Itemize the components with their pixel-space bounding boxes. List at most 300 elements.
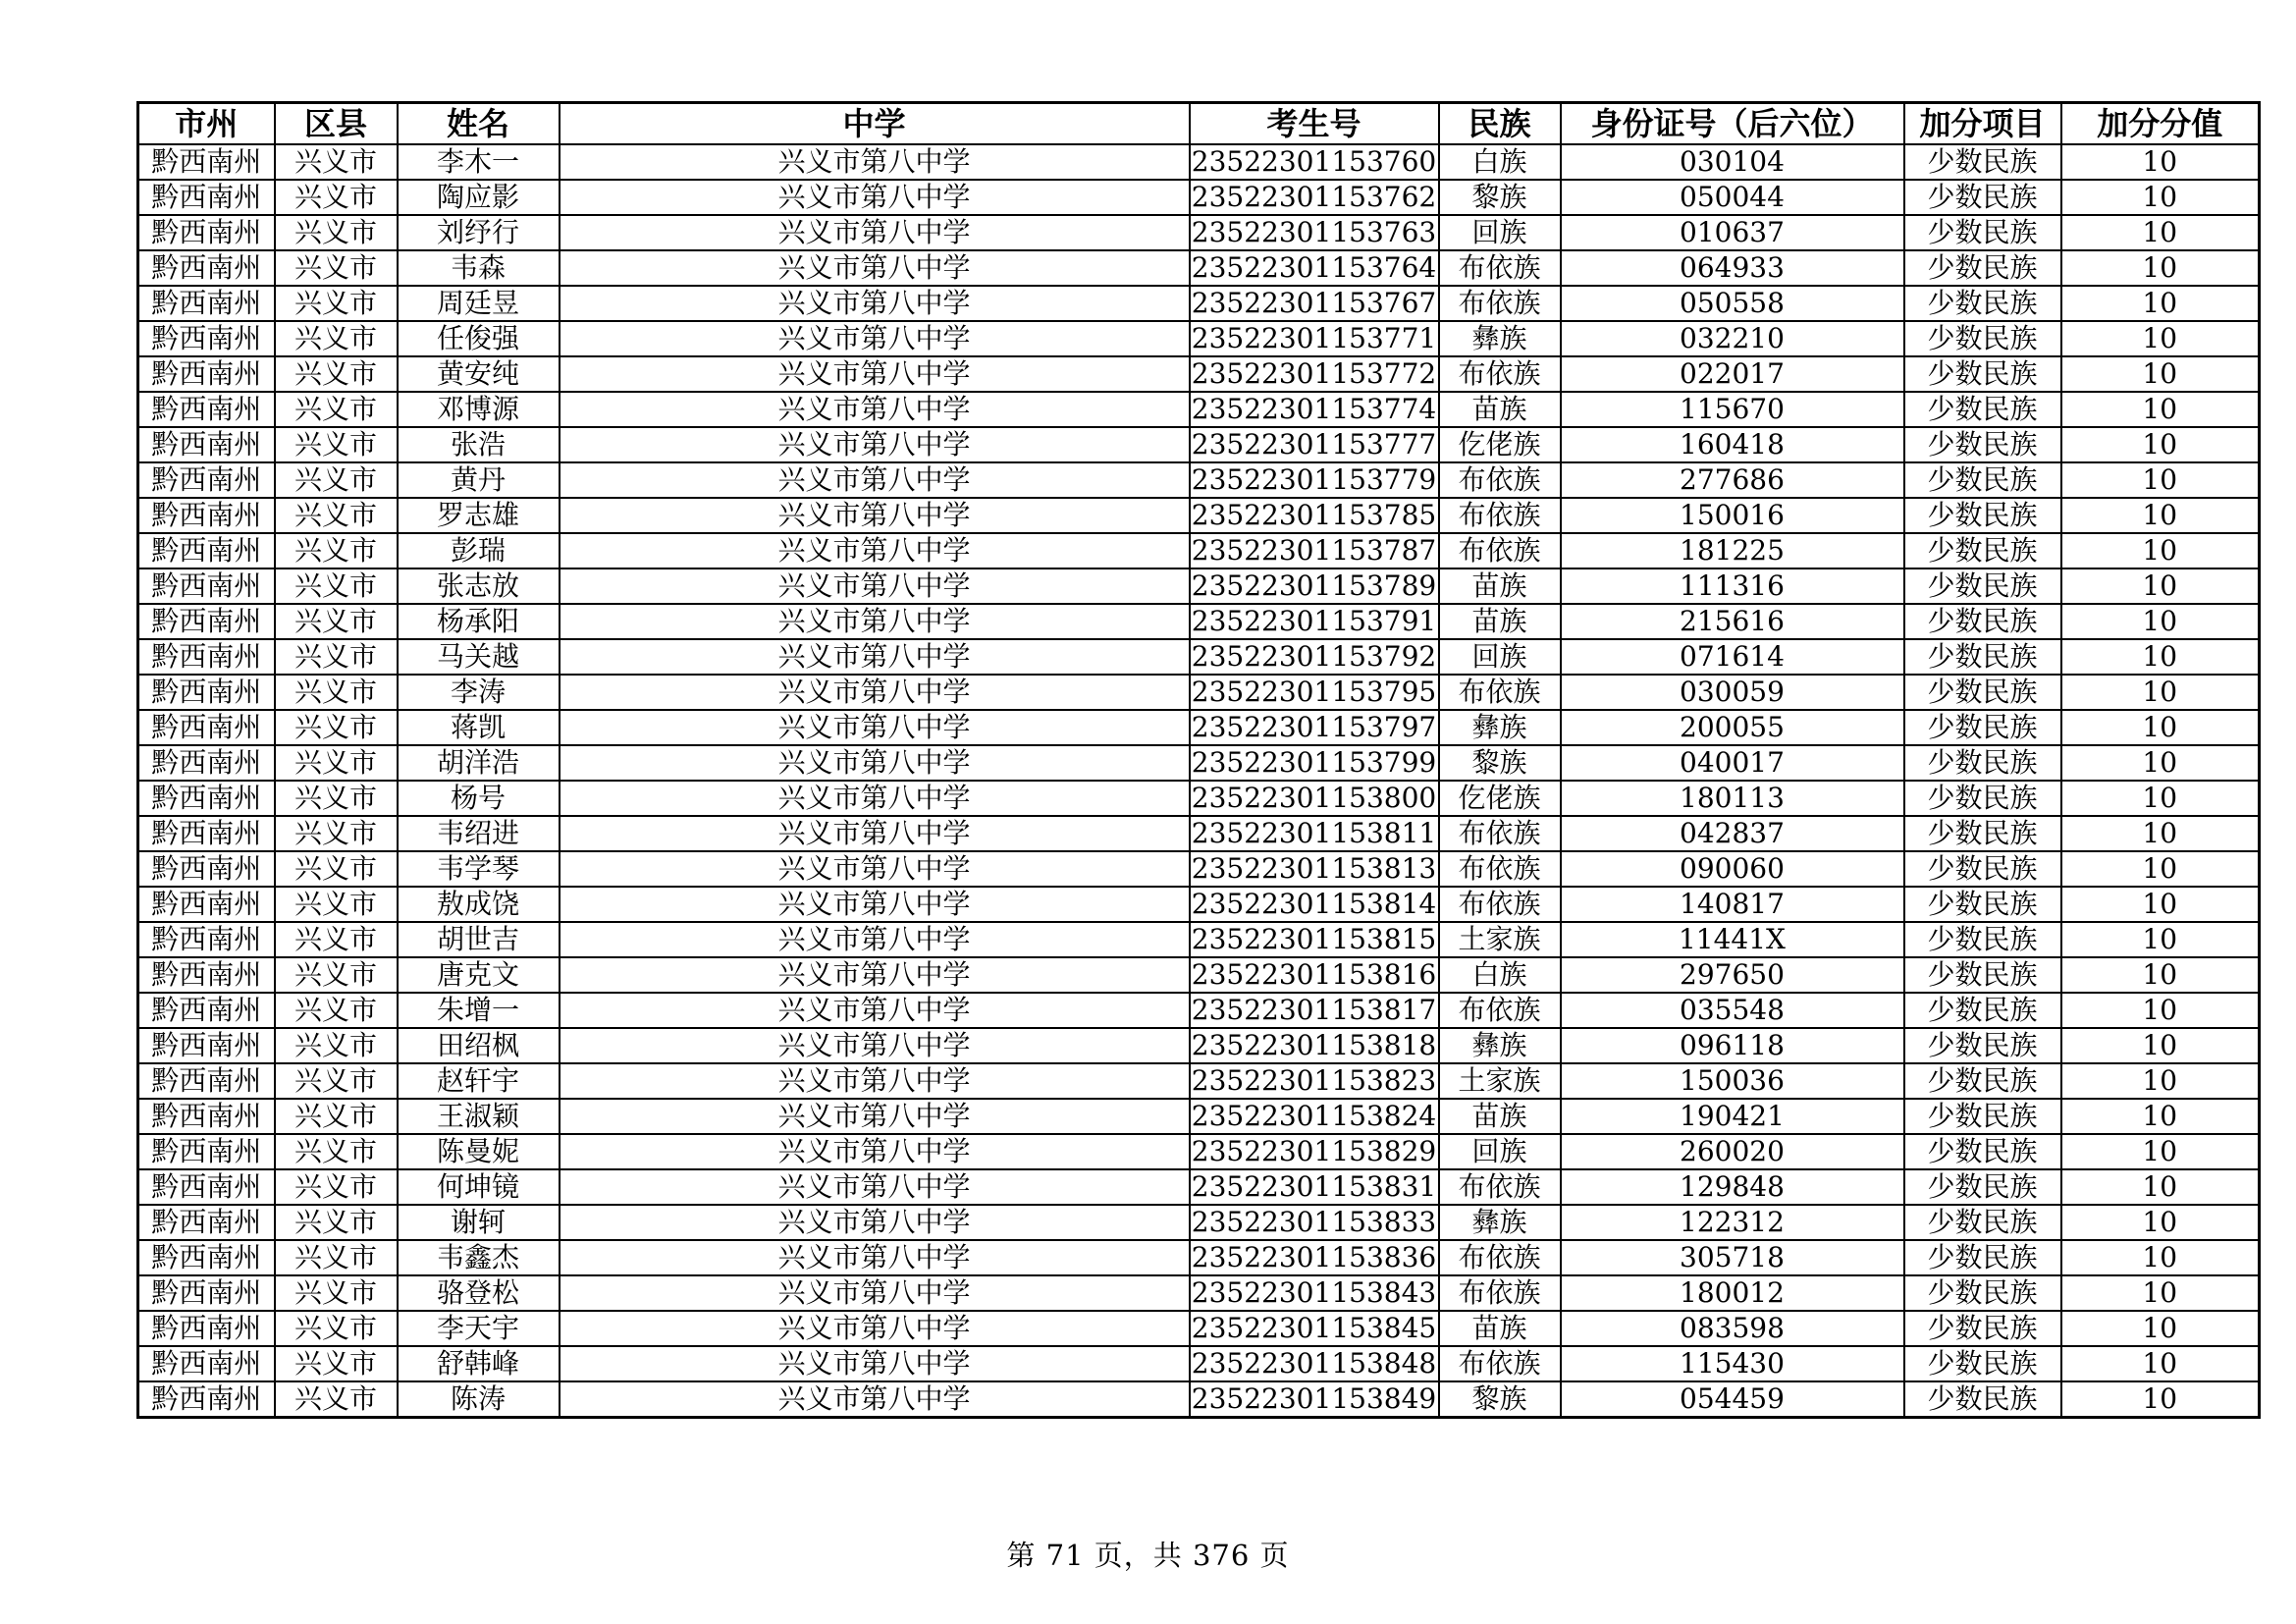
city-cell: 黔西南州 — [138, 1275, 275, 1311]
district-cell: 兴义市 — [275, 1169, 398, 1205]
id-suffix-cell: 035548 — [1561, 993, 1904, 1028]
bonus-item-cell: 少数民族 — [1904, 675, 2061, 710]
city-cell: 黔西南州 — [138, 887, 275, 922]
bonus-item-cell: 少数民族 — [1904, 604, 2061, 639]
table-row — [138, 1205, 2260, 1240]
bonus-item-cell: 少数民族 — [1904, 887, 2061, 922]
city-cell: 黔西南州 — [138, 922, 275, 957]
exam-id-cell: 23522301153823 — [1190, 1063, 1439, 1099]
name-cell: 何坤镜 — [398, 1169, 560, 1205]
id-suffix-cell: 215616 — [1561, 604, 1904, 639]
bonus-points-cell: 10 — [2061, 215, 2260, 250]
ethnicity-cell: 苗族 — [1439, 392, 1561, 427]
exam-id-cell: 23522301153795 — [1190, 675, 1439, 710]
table-row — [138, 957, 2260, 993]
city-cell: 黔西南州 — [138, 1240, 275, 1275]
ethnicity-cell: 苗族 — [1439, 1311, 1561, 1346]
bonus-item-cell: 少数民族 — [1904, 144, 2061, 180]
bonus-item-cell: 少数民族 — [1904, 1169, 2061, 1205]
ethnicity-cell: 彝族 — [1439, 1205, 1561, 1240]
district-cell: 兴义市 — [275, 1099, 398, 1134]
exam-id-cell: 23522301153792 — [1190, 639, 1439, 675]
header-exam-id-column: 考生号 — [1190, 103, 1439, 145]
district-cell: 兴义市 — [275, 922, 398, 957]
id-suffix-cell: 150036 — [1561, 1063, 1904, 1099]
bonus-item-cell: 少数民族 — [1904, 781, 2061, 816]
header-ethnicity-column: 民族 — [1439, 103, 1561, 145]
exam-id-cell: 23522301153772 — [1190, 356, 1439, 392]
school-cell: 兴义市第八中学 — [560, 427, 1190, 462]
id-suffix-cell: 277686 — [1561, 462, 1904, 498]
name-cell: 陈涛 — [398, 1381, 560, 1418]
bonus-points-cell: 10 — [2061, 710, 2260, 745]
ethnicity-cell: 彝族 — [1439, 710, 1561, 745]
id-suffix-cell: 071614 — [1561, 639, 1904, 675]
bonus-points-cell: 10 — [2061, 1099, 2260, 1134]
school-cell: 兴义市第八中学 — [560, 604, 1190, 639]
ethnicity-cell: 布依族 — [1439, 816, 1561, 851]
city-cell: 黔西南州 — [138, 710, 275, 745]
bonus-item-cell: 少数民族 — [1904, 462, 2061, 498]
city-cell: 黔西南州 — [138, 1346, 275, 1381]
school-cell: 兴义市第八中学 — [560, 781, 1190, 816]
ethnicity-cell: 白族 — [1439, 144, 1561, 180]
bonus-points-cell: 10 — [2061, 533, 2260, 568]
school-cell: 兴义市第八中学 — [560, 1275, 1190, 1311]
city-cell: 黔西南州 — [138, 498, 275, 533]
city-cell: 黔西南州 — [138, 568, 275, 604]
school-cell: 兴义市第八中学 — [560, 1099, 1190, 1134]
exam-id-cell: 23522301153848 — [1190, 1346, 1439, 1381]
table-row — [138, 144, 2260, 180]
bonus-points-cell: 10 — [2061, 1134, 2260, 1169]
district-cell: 兴义市 — [275, 427, 398, 462]
name-cell: 周廷昱 — [398, 286, 560, 321]
ethnicity-cell: 彝族 — [1439, 1028, 1561, 1063]
id-suffix-cell: 042837 — [1561, 816, 1904, 851]
exam-id-cell: 23522301153789 — [1190, 568, 1439, 604]
exam-id-cell: 23522301153799 — [1190, 745, 1439, 781]
exam-id-cell: 23522301153849 — [1190, 1381, 1439, 1418]
name-cell: 胡洋浩 — [398, 745, 560, 781]
exam-id-cell: 23522301153800 — [1190, 781, 1439, 816]
id-suffix-cell: 030059 — [1561, 675, 1904, 710]
table-row — [138, 781, 2260, 816]
table-row — [138, 1381, 2260, 1418]
district-cell: 兴义市 — [275, 887, 398, 922]
bonus-points-cell: 10 — [2061, 1275, 2260, 1311]
header-city-column: 市州 — [138, 103, 275, 145]
table-row — [138, 392, 2260, 427]
ethnicity-cell: 布依族 — [1439, 887, 1561, 922]
name-cell: 胡世吉 — [398, 922, 560, 957]
name-cell: 韦鑫杰 — [398, 1240, 560, 1275]
bonus-points-cell: 10 — [2061, 321, 2260, 356]
id-suffix-cell: 054459 — [1561, 1381, 1904, 1418]
district-cell: 兴义市 — [275, 781, 398, 816]
school-cell: 兴义市第八中学 — [560, 462, 1190, 498]
city-cell: 黔西南州 — [138, 781, 275, 816]
city-cell: 黔西南州 — [138, 250, 275, 286]
exam-id-cell: 23522301153779 — [1190, 462, 1439, 498]
city-cell: 黔西南州 — [138, 1028, 275, 1063]
bonus-item-cell: 少数民族 — [1904, 1346, 2061, 1381]
exam-id-cell: 23522301153833 — [1190, 1205, 1439, 1240]
bonus-item-cell: 少数民族 — [1904, 1311, 2061, 1346]
bonus-item-cell: 少数民族 — [1904, 1063, 2061, 1099]
city-cell: 黔西南州 — [138, 1205, 275, 1240]
id-suffix-cell: 11441X — [1561, 922, 1904, 957]
id-suffix-cell: 200055 — [1561, 710, 1904, 745]
school-cell: 兴义市第八中学 — [560, 922, 1190, 957]
bonus-item-cell: 少数民族 — [1904, 1240, 2061, 1275]
id-suffix-cell: 260020 — [1561, 1134, 1904, 1169]
bonus-points-cell: 10 — [2061, 1381, 2260, 1418]
name-cell: 陶应影 — [398, 180, 560, 215]
city-cell: 黔西南州 — [138, 851, 275, 887]
name-cell: 韦学琴 — [398, 851, 560, 887]
district-cell: 兴义市 — [275, 356, 398, 392]
city-cell: 黔西南州 — [138, 427, 275, 462]
bonus-points-cell: 10 — [2061, 745, 2260, 781]
school-cell: 兴义市第八中学 — [560, 144, 1190, 180]
name-cell: 谢轲 — [398, 1205, 560, 1240]
bonus-item-cell: 少数民族 — [1904, 816, 2061, 851]
table-body — [138, 144, 2260, 1418]
name-cell: 黄安纯 — [398, 356, 560, 392]
ethnicity-cell: 布依族 — [1439, 851, 1561, 887]
city-cell: 黔西南州 — [138, 1063, 275, 1099]
city-cell: 黔西南州 — [138, 639, 275, 675]
exam-id-cell: 23522301153811 — [1190, 816, 1439, 851]
id-suffix-cell: 129848 — [1561, 1169, 1904, 1205]
exam-id-cell: 23522301153813 — [1190, 851, 1439, 887]
exam-id-cell: 23522301153767 — [1190, 286, 1439, 321]
district-cell: 兴义市 — [275, 250, 398, 286]
exam-id-cell: 23522301153836 — [1190, 1240, 1439, 1275]
bonus-points-cell: 10 — [2061, 1346, 2260, 1381]
name-cell: 陈曼妮 — [398, 1134, 560, 1169]
ethnicity-cell: 黎族 — [1439, 745, 1561, 781]
exam-id-cell: 23522301153816 — [1190, 957, 1439, 993]
id-suffix-cell: 160418 — [1561, 427, 1904, 462]
table-row — [138, 887, 2260, 922]
id-suffix-cell: 040017 — [1561, 745, 1904, 781]
table-row — [138, 675, 2260, 710]
bonus-item-cell: 少数民族 — [1904, 922, 2061, 957]
city-cell: 黔西南州 — [138, 392, 275, 427]
district-cell: 兴义市 — [275, 1381, 398, 1418]
school-cell: 兴义市第八中学 — [560, 675, 1190, 710]
ethnicity-cell: 苗族 — [1439, 1099, 1561, 1134]
table-row — [138, 180, 2260, 215]
exam-id-cell: 23522301153791 — [1190, 604, 1439, 639]
id-suffix-cell: 050558 — [1561, 286, 1904, 321]
page-number: 第 71 页，共 376 页 — [1006, 1539, 1290, 1572]
table-row — [138, 639, 2260, 675]
bonus-item-cell: 少数民族 — [1904, 498, 2061, 533]
ethnicity-cell: 布依族 — [1439, 250, 1561, 286]
school-cell: 兴义市第八中学 — [560, 710, 1190, 745]
bonus-points-cell: 10 — [2061, 1169, 2260, 1205]
table-row — [138, 816, 2260, 851]
ethnicity-cell: 苗族 — [1439, 568, 1561, 604]
id-suffix-cell: 115670 — [1561, 392, 1904, 427]
table-row — [138, 568, 2260, 604]
bonus-item-cell: 少数民族 — [1904, 427, 2061, 462]
ethnicity-cell: 布依族 — [1439, 286, 1561, 321]
table-row — [138, 922, 2260, 957]
name-cell: 韦绍进 — [398, 816, 560, 851]
table-row — [138, 745, 2260, 781]
bonus-item-cell: 少数民族 — [1904, 993, 2061, 1028]
table-row — [138, 498, 2260, 533]
bonus-points-cell: 10 — [2061, 816, 2260, 851]
district-cell: 兴义市 — [275, 710, 398, 745]
exam-id-cell: 23522301153843 — [1190, 1275, 1439, 1311]
district-cell: 兴义市 — [275, 144, 398, 180]
table-row — [138, 321, 2260, 356]
name-cell: 张志放 — [398, 568, 560, 604]
ethnicity-cell: 布依族 — [1439, 498, 1561, 533]
name-cell: 李涛 — [398, 675, 560, 710]
bonus-points-cell: 10 — [2061, 1240, 2260, 1275]
city-cell: 黔西南州 — [138, 1311, 275, 1346]
name-cell: 敖成饶 — [398, 887, 560, 922]
id-suffix-cell: 032210 — [1561, 321, 1904, 356]
city-cell: 黔西南州 — [138, 993, 275, 1028]
table-row — [138, 1134, 2260, 1169]
district-cell: 兴义市 — [275, 462, 398, 498]
bonus-points-cell: 10 — [2061, 356, 2260, 392]
id-suffix-cell: 181225 — [1561, 533, 1904, 568]
name-cell: 刘纾行 — [398, 215, 560, 250]
city-cell: 黔西南州 — [138, 533, 275, 568]
school-cell: 兴义市第八中学 — [560, 851, 1190, 887]
bonus-item-cell: 少数民族 — [1904, 639, 2061, 675]
exam-id-cell: 23522301153815 — [1190, 922, 1439, 957]
school-cell: 兴义市第八中学 — [560, 1240, 1190, 1275]
bonus-points-cell: 10 — [2061, 781, 2260, 816]
name-cell: 邓博源 — [398, 392, 560, 427]
bonus-points-cell: 10 — [2061, 180, 2260, 215]
city-cell: 黔西南州 — [138, 1381, 275, 1418]
city-cell: 黔西南州 — [138, 144, 275, 180]
school-cell: 兴义市第八中学 — [560, 1205, 1190, 1240]
district-cell: 兴义市 — [275, 604, 398, 639]
city-cell: 黔西南州 — [138, 180, 275, 215]
city-cell: 黔西南州 — [138, 957, 275, 993]
district-cell: 兴义市 — [275, 215, 398, 250]
bonus-points-cell: 10 — [2061, 1028, 2260, 1063]
district-cell: 兴义市 — [275, 1311, 398, 1346]
exam-id-cell: 23522301153762 — [1190, 180, 1439, 215]
exam-id-cell: 23522301153814 — [1190, 887, 1439, 922]
bonus-item-cell: 少数民族 — [1904, 321, 2061, 356]
name-cell: 任俊强 — [398, 321, 560, 356]
district-cell: 兴义市 — [275, 851, 398, 887]
city-cell: 黔西南州 — [138, 462, 275, 498]
exam-id-cell: 23522301153764 — [1190, 250, 1439, 286]
district-cell: 兴义市 — [275, 1063, 398, 1099]
exam-id-cell: 23522301153763 — [1190, 215, 1439, 250]
table-row — [138, 851, 2260, 887]
district-cell: 兴义市 — [275, 533, 398, 568]
bonus-item-cell: 少数民族 — [1904, 286, 2061, 321]
bonus-item-cell: 少数民族 — [1904, 957, 2061, 993]
ethnicity-cell: 布依族 — [1439, 1275, 1561, 1311]
district-cell: 兴义市 — [275, 1346, 398, 1381]
ethnicity-cell: 黎族 — [1439, 180, 1561, 215]
table-row — [138, 604, 2260, 639]
ethnicity-cell: 布依族 — [1439, 356, 1561, 392]
bonus-points-cell: 10 — [2061, 887, 2260, 922]
school-cell: 兴义市第八中学 — [560, 180, 1190, 215]
bonus-points-cell: 10 — [2061, 498, 2260, 533]
name-cell: 韦森 — [398, 250, 560, 286]
name-cell: 蒋凯 — [398, 710, 560, 745]
ethnicity-cell: 苗族 — [1439, 604, 1561, 639]
school-cell: 兴义市第八中学 — [560, 1134, 1190, 1169]
school-cell: 兴义市第八中学 — [560, 533, 1190, 568]
bonus-points-cell: 10 — [2061, 993, 2260, 1028]
school-cell: 兴义市第八中学 — [560, 639, 1190, 675]
id-suffix-cell: 180012 — [1561, 1275, 1904, 1311]
exam-id-cell: 23522301153831 — [1190, 1169, 1439, 1205]
table-row — [138, 1311, 2260, 1346]
table-row — [138, 462, 2260, 498]
id-suffix-cell: 096118 — [1561, 1028, 1904, 1063]
id-suffix-cell: 305718 — [1561, 1240, 1904, 1275]
id-suffix-cell: 090060 — [1561, 851, 1904, 887]
bonus-item-cell: 少数民族 — [1904, 1134, 2061, 1169]
exam-id-cell: 23522301153774 — [1190, 392, 1439, 427]
city-cell: 黔西南州 — [138, 675, 275, 710]
school-cell: 兴义市第八中学 — [560, 887, 1190, 922]
city-cell: 黔西南州 — [138, 1099, 275, 1134]
table-row — [138, 1028, 2260, 1063]
bonus-item-cell: 少数民族 — [1904, 392, 2061, 427]
district-cell: 兴义市 — [275, 180, 398, 215]
school-cell: 兴义市第八中学 — [560, 745, 1190, 781]
school-cell: 兴义市第八中学 — [560, 568, 1190, 604]
bonus-item-cell: 少数民族 — [1904, 710, 2061, 745]
school-cell: 兴义市第八中学 — [560, 498, 1190, 533]
table-row — [138, 1169, 2260, 1205]
table-header — [138, 103, 2260, 145]
bonus-points-cell: 10 — [2061, 604, 2260, 639]
id-suffix-cell: 064933 — [1561, 250, 1904, 286]
school-cell: 兴义市第八中学 — [560, 993, 1190, 1028]
district-cell: 兴义市 — [275, 568, 398, 604]
exam-id-cell: 23522301153818 — [1190, 1028, 1439, 1063]
name-cell: 唐克文 — [398, 957, 560, 993]
id-suffix-cell: 140817 — [1561, 887, 1904, 922]
name-cell: 田绍枫 — [398, 1028, 560, 1063]
name-cell: 李天宇 — [398, 1311, 560, 1346]
bonus-points-cell: 10 — [2061, 1205, 2260, 1240]
bonus-points-cell: 10 — [2061, 1311, 2260, 1346]
bonus-points-cell: 10 — [2061, 1063, 2260, 1099]
id-suffix-cell: 190421 — [1561, 1099, 1904, 1134]
bonus-points-cell: 10 — [2061, 392, 2260, 427]
city-cell: 黔西南州 — [138, 816, 275, 851]
exam-id-cell: 23522301153760 — [1190, 144, 1439, 180]
header-id-suffix-column: 身份证号（后六位） — [1561, 103, 1904, 145]
exam-id-cell: 23522301153817 — [1190, 993, 1439, 1028]
bonus-item-cell: 少数民族 — [1904, 1381, 2061, 1418]
bonus-points-cell: 10 — [2061, 675, 2260, 710]
district-cell: 兴义市 — [275, 1028, 398, 1063]
city-cell: 黔西南州 — [138, 604, 275, 639]
table-row — [138, 215, 2260, 250]
school-cell: 兴义市第八中学 — [560, 250, 1190, 286]
city-cell: 黔西南州 — [138, 286, 275, 321]
id-suffix-cell: 022017 — [1561, 356, 1904, 392]
bonus-points-cell: 10 — [2061, 568, 2260, 604]
header-name-column: 姓名 — [398, 103, 560, 145]
district-cell: 兴义市 — [275, 392, 398, 427]
ethnicity-cell: 彝族 — [1439, 321, 1561, 356]
name-cell: 骆登松 — [398, 1275, 560, 1311]
bonus-points-cell: 10 — [2061, 144, 2260, 180]
bonus-item-cell: 少数民族 — [1904, 851, 2061, 887]
bonus-points-cell: 10 — [2061, 639, 2260, 675]
id-suffix-cell: 083598 — [1561, 1311, 1904, 1346]
district-cell: 兴义市 — [275, 675, 398, 710]
id-suffix-cell: 111316 — [1561, 568, 1904, 604]
table-row — [138, 1346, 2260, 1381]
bonus-item-cell: 少数民族 — [1904, 568, 2061, 604]
bonus-item-cell: 少数民族 — [1904, 1028, 2061, 1063]
bonus-points-cell: 10 — [2061, 851, 2260, 887]
name-cell: 罗志雄 — [398, 498, 560, 533]
ethnicity-cell: 布依族 — [1439, 1240, 1561, 1275]
id-suffix-cell: 297650 — [1561, 957, 1904, 993]
city-cell: 黔西南州 — [138, 1134, 275, 1169]
exam-id-cell: 23522301153845 — [1190, 1311, 1439, 1346]
ethnicity-cell: 布依族 — [1439, 1169, 1561, 1205]
name-cell: 朱增一 — [398, 993, 560, 1028]
bonus-points-cell: 10 — [2061, 286, 2260, 321]
bonus-points-cell: 10 — [2061, 250, 2260, 286]
school-cell: 兴义市第八中学 — [560, 1311, 1190, 1346]
school-cell: 兴义市第八中学 — [560, 816, 1190, 851]
exam-id-cell: 23522301153785 — [1190, 498, 1439, 533]
ethnicity-cell: 布依族 — [1439, 1346, 1561, 1381]
bonus-points-cell: 10 — [2061, 922, 2260, 957]
exam-id-cell: 23522301153824 — [1190, 1099, 1439, 1134]
bonus-item-cell: 少数民族 — [1904, 250, 2061, 286]
exam-id-cell: 23522301153771 — [1190, 321, 1439, 356]
bonus-points-cell: 10 — [2061, 427, 2260, 462]
city-cell: 黔西南州 — [138, 356, 275, 392]
table-row — [138, 533, 2260, 568]
id-suffix-cell: 180113 — [1561, 781, 1904, 816]
table-row — [138, 250, 2260, 286]
exam-id-cell: 23522301153829 — [1190, 1134, 1439, 1169]
header-bonus-item-column: 加分项目 — [1904, 103, 2061, 145]
district-cell: 兴义市 — [275, 1134, 398, 1169]
table-row — [138, 286, 2260, 321]
name-cell: 杨号 — [398, 781, 560, 816]
table-row — [138, 1240, 2260, 1275]
district-cell: 兴义市 — [275, 745, 398, 781]
id-suffix-cell: 010637 — [1561, 215, 1904, 250]
district-cell: 兴义市 — [275, 498, 398, 533]
ethnicity-cell: 仡佬族 — [1439, 781, 1561, 816]
district-cell: 兴义市 — [275, 1240, 398, 1275]
